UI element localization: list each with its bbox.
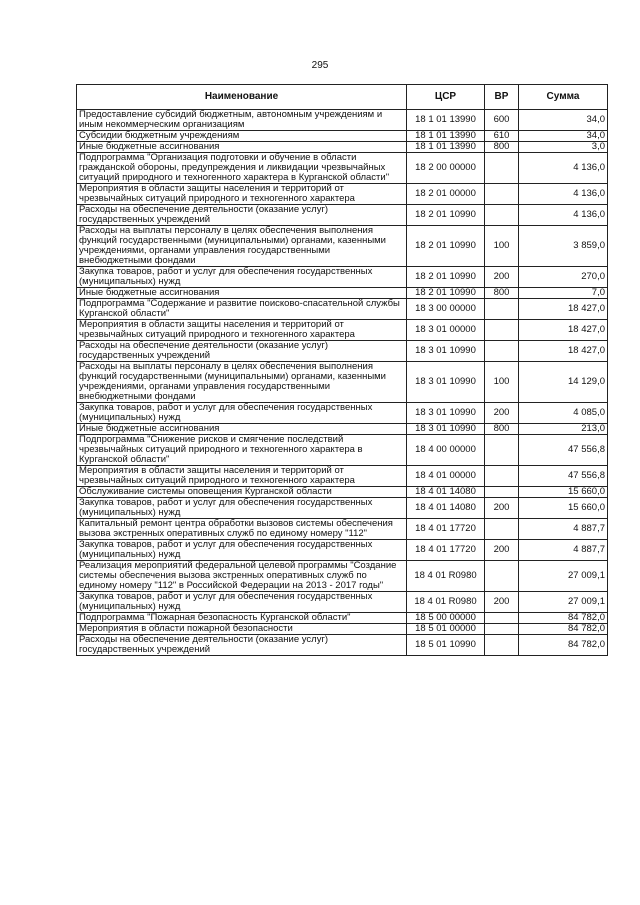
table-row [77,320,608,341]
cell-vr: 200 [485,267,519,288]
table-row [77,498,608,519]
cell-csr: 18 1 01 13990 [407,142,485,153]
budget-table [76,84,608,656]
cell-vr: 800 [485,424,519,435]
cell-vr [485,153,519,184]
table-row [77,466,608,487]
cell-csr: 18 3 01 00000 [407,320,485,341]
cell-csr: 18 5 01 00000 [407,624,485,635]
cell-sum: 84 782,0 [519,624,608,635]
cell-sum: 15 660,0 [519,487,608,498]
cell-csr: 18 4 01 00000 [407,466,485,487]
cell-csr: 18 1 01 13990 [407,131,485,142]
cell-name: Расходы на выплаты персоналу в целях обеспечения выполнения функций государственными (муниципальными) органами, казенными учреждениями, органами управления государственными внебюджетными фондами [77,362,407,403]
cell-csr: 18 2 01 10990 [407,226,485,267]
table-row [77,341,608,362]
cell-name: Подпрограмма "Содержание и развитие поисково-спасательной службы Курганской области" [77,299,407,320]
table-row [77,142,608,153]
cell-sum: 18 427,0 [519,341,608,362]
cell-csr: 18 2 01 10990 [407,288,485,299]
table-row [77,226,608,267]
cell-sum: 3 859,0 [519,226,608,267]
cell-sum: 4 136,0 [519,184,608,205]
cell-csr: 18 3 01 10990 [407,362,485,403]
table-row [77,362,608,403]
cell-name: Субсидии бюджетным учреждениям [77,131,407,142]
cell-name: Расходы на обеспечение деятельности (оказание услуг) государственных учреждений [77,635,407,656]
cell-name: Иные бюджетные ассигнования [77,424,407,435]
cell-csr: 18 3 01 10990 [407,341,485,362]
cell-name: Обслуживание системы оповещения Курганской области [77,487,407,498]
cell-csr: 18 4 01 14080 [407,487,485,498]
cell-csr: 18 3 01 10990 [407,403,485,424]
table-row [77,540,608,561]
cell-sum: 84 782,0 [519,613,608,624]
cell-name: Расходы на выплаты персоналу в целях обеспечения выполнения функций государственными (муниципальными) органами, казенными учреждениями, органами управления государственными внебюджетными фондами [77,226,407,267]
cell-sum: 47 556,8 [519,435,608,466]
cell-name: Мероприятия в области защиты населения и территорий от чрезвычайных ситуаций природного и техногенного характера [77,320,407,341]
cell-sum: 7,0 [519,288,608,299]
cell-csr: 18 4 01 R0980 [407,561,485,592]
cell-vr [485,613,519,624]
cell-name: Расходы на обеспечение деятельности (оказание услуг) государственных учреждений [77,205,407,226]
cell-vr: 200 [485,592,519,613]
cell-sum: 270,0 [519,267,608,288]
cell-vr: 600 [485,110,519,131]
cell-name: Иные бюджетные ассигнования [77,142,407,153]
table-row [77,424,608,435]
cell-csr: 18 4 01 14080 [407,498,485,519]
cell-sum: 4 085,0 [519,403,608,424]
cell-vr: 800 [485,288,519,299]
table-row [77,592,608,613]
cell-name: Реализация мероприятий федеральной целевой программы "Создание системы обеспечения вызова экстренных оперативных служб по единому номеру "112" в Российской Федерации на 2013 - 2017 годы" [77,561,407,592]
cell-name: Мероприятия в области пожарной безопасности [77,624,407,635]
cell-sum: 3,0 [519,142,608,153]
table-row [77,487,608,498]
cell-vr: 200 [485,403,519,424]
table-body [77,110,608,656]
cell-csr: 18 4 00 00000 [407,435,485,466]
cell-vr [485,341,519,362]
cell-name: Предоставление субсидий бюджетным, автономным учреждениям и иным некоммерческим организациям [77,110,407,131]
cell-sum: 4 136,0 [519,153,608,184]
header-sum: Сумма [519,85,608,110]
cell-name: Закупка товаров, работ и услуг для обеспечения государственных (муниципальных) нужд [77,267,407,288]
cell-sum: 34,0 [519,131,608,142]
cell-vr: 610 [485,131,519,142]
cell-csr: 18 1 01 13990 [407,110,485,131]
table-row [77,299,608,320]
cell-vr: 200 [485,540,519,561]
cell-name: Закупка товаров, работ и услуг для обеспечения государственных (муниципальных) нужд [77,592,407,613]
table-row [77,435,608,466]
cell-vr [485,320,519,341]
cell-vr [485,561,519,592]
cell-name: Мероприятия в области защиты населения и территорий от чрезвычайных ситуаций природного и техногенного характера [77,184,407,205]
cell-vr [485,624,519,635]
cell-vr: 100 [485,362,519,403]
cell-vr [485,184,519,205]
header-name: Наименование [77,85,407,110]
cell-vr [485,635,519,656]
header-vr: ВР [485,85,519,110]
cell-sum: 4 887,7 [519,540,608,561]
page-number: 295 [311,60,329,71]
table-row [77,153,608,184]
cell-csr: 18 4 01 R0980 [407,592,485,613]
table-row [77,635,608,656]
cell-csr: 18 3 00 00000 [407,299,485,320]
cell-sum: 213,0 [519,424,608,435]
cell-vr [485,205,519,226]
table-row [77,131,608,142]
cell-sum: 27 009,1 [519,561,608,592]
cell-csr: 18 2 01 10990 [407,267,485,288]
cell-vr: 800 [485,142,519,153]
cell-vr: 100 [485,226,519,267]
table-row [77,624,608,635]
cell-sum: 15 660,0 [519,498,608,519]
cell-csr: 18 5 01 10990 [407,635,485,656]
cell-name: Закупка товаров, работ и услуг для обеспечения государственных (муниципальных) нужд [77,498,407,519]
cell-sum: 18 427,0 [519,320,608,341]
cell-csr: 18 5 00 00000 [407,613,485,624]
table-row [77,267,608,288]
cell-vr [485,487,519,498]
cell-vr [485,435,519,466]
cell-vr [485,519,519,540]
table-row [77,519,608,540]
cell-vr [485,466,519,487]
table-row [77,184,608,205]
cell-sum: 14 129,0 [519,362,608,403]
cell-name: Иные бюджетные ассигнования [77,288,407,299]
cell-name: Подпрограмма "Организация подготовки и обучение в области гражданской обороны, предупреждения и ликвидации чрезвычайных ситуаций природного и техногенного характера в Курганской области" [77,153,407,184]
table-row [77,613,608,624]
cell-name: Закупка товаров, работ и услуг для обеспечения государственных (муниципальных) нужд [77,540,407,561]
cell-name: Мероприятия в области защиты населения и территорий от чрезвычайных ситуаций природного и техногенного характера [77,466,407,487]
table-row [77,205,608,226]
cell-sum: 4 136,0 [519,205,608,226]
table-row [77,110,608,131]
cell-csr: 18 2 01 10990 [407,205,485,226]
cell-sum: 34,0 [519,110,608,131]
cell-sum: 27 009,1 [519,592,608,613]
cell-sum: 18 427,0 [519,299,608,320]
cell-sum: 84 782,0 [519,635,608,656]
cell-name: Капитальный ремонт центра обработки вызовов системы обеспечения вызова экстренных оперативных служб по единому номеру "112" [77,519,407,540]
cell-csr: 18 4 01 17720 [407,519,485,540]
cell-csr: 18 2 01 00000 [407,184,485,205]
table-row [77,288,608,299]
cell-vr: 200 [485,498,519,519]
cell-name: Подпрограмма "Снижение рисков и смягчение последствий чрезвычайных ситуаций природного и техногенного характера в Курганской области" [77,435,407,466]
cell-csr: 18 4 01 17720 [407,540,485,561]
cell-name: Расходы на обеспечение деятельности (оказание услуг) государственных учреждений [77,341,407,362]
header-csr: ЦСР [407,85,485,110]
cell-name: Закупка товаров, работ и услуг для обеспечения государственных (муниципальных) нужд [77,403,407,424]
cell-name: Подпрограмма "Пожарная безопасность Курганской области" [77,613,407,624]
table-header-row [77,85,608,110]
cell-vr [485,299,519,320]
cell-sum: 47 556,8 [519,466,608,487]
cell-sum: 4 887,7 [519,519,608,540]
table-row [77,403,608,424]
cell-csr: 18 3 01 10990 [407,424,485,435]
cell-csr: 18 2 00 00000 [407,153,485,184]
table-row [77,561,608,592]
